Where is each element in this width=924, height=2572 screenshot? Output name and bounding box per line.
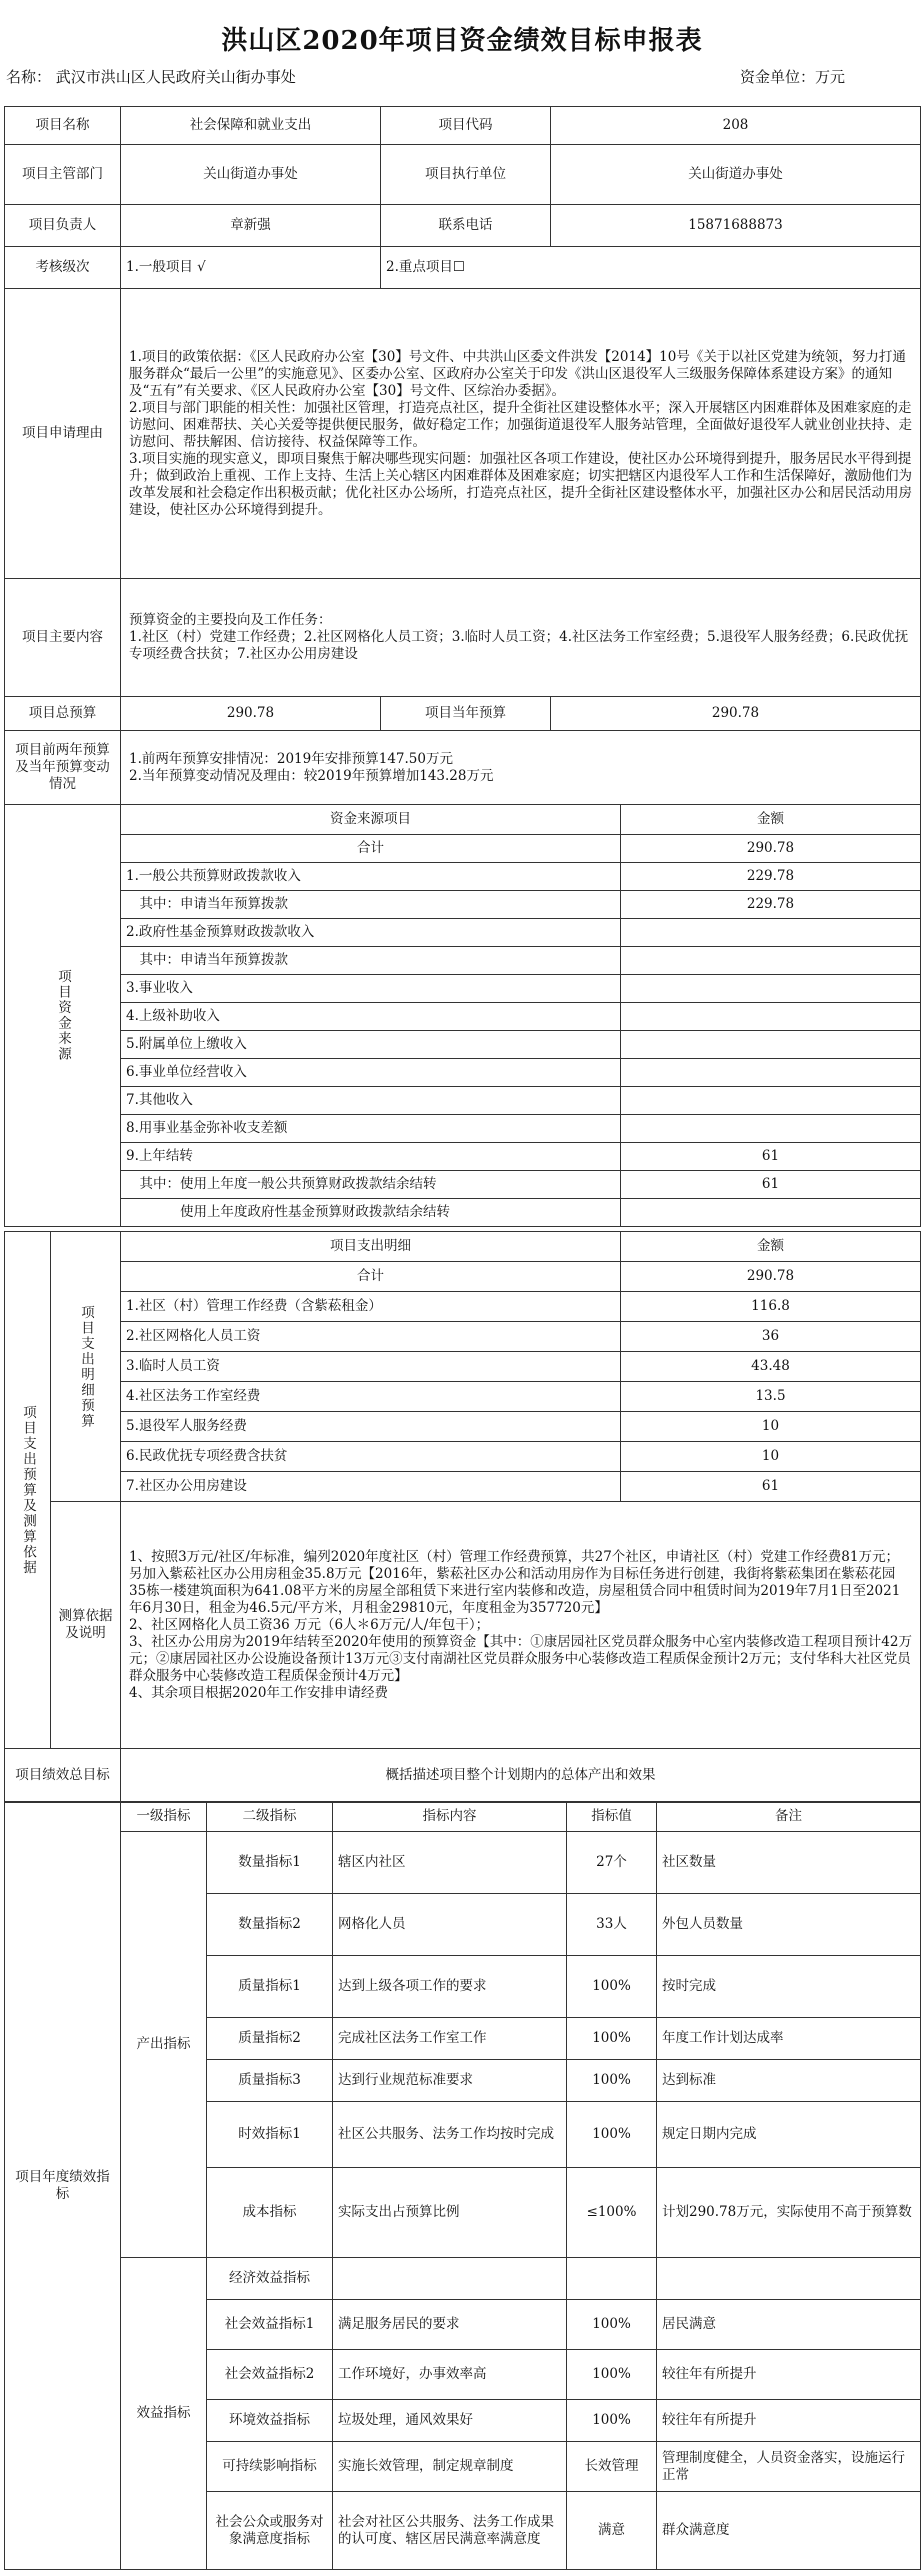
table-row — [5, 1412, 921, 1442]
basis-row — [5, 1502, 921, 1749]
table-row — [5, 1087, 921, 1115]
currency-unit: 资金单位：万元 — [740, 68, 846, 86]
indicator-col-header: 一级指标 — [121, 1802, 207, 1832]
indicator-content: 达到行业规范标准要求 — [333, 2060, 567, 2102]
table-row — [5, 1143, 921, 1171]
table-row — [5, 1292, 921, 1322]
indicator-level2: 社会效益指标2 — [207, 2350, 333, 2400]
expense-amount: 10 — [621, 1442, 921, 1472]
indicator-content — [333, 2258, 567, 2300]
expense-table — [4, 1231, 921, 1749]
source-item: 2.政府性基金预算财政拨款收入 — [121, 919, 621, 947]
project-name-label: 项目名称 — [5, 107, 121, 145]
indicator-level2: 成本指标 — [207, 2168, 333, 2258]
indicator-level2: 社会公众或服务对象满意度指标 — [207, 2492, 333, 2570]
indicator-note: 计划290.78万元，实际使用不高于预算数 — [657, 2168, 921, 2258]
source-amount: 61 — [621, 1171, 921, 1199]
indicator-content: 实施长效管理，制定规章制度 — [333, 2442, 567, 2492]
project-code-value: 208 — [551, 107, 921, 145]
expense-amount: 13.5 — [621, 1382, 921, 1412]
level-key: 2.重点项目☐ — [381, 247, 921, 289]
phone-label: 联系电话 — [381, 205, 551, 247]
goal-table — [4, 1748, 921, 1803]
expense-amount: 290.78 — [621, 1262, 921, 1292]
table-row — [5, 1442, 921, 1472]
source-item: 4.上级补助收入 — [121, 1003, 621, 1031]
table-row — [5, 835, 921, 863]
source-amount — [621, 1003, 921, 1031]
level-general: 1.一般项目 √ — [121, 247, 381, 289]
indicator-level2: 质量指标3 — [207, 2060, 333, 2102]
source-item: 使用上年度政府性基金预算财政拨款结余结转 — [121, 1199, 621, 1227]
table-row — [5, 2258, 921, 2300]
unit-value: 武汉市洪山区人民政府关山街办事处 — [55, 68, 296, 86]
project-code-label: 项目代码 — [381, 107, 551, 145]
source-amount — [621, 919, 921, 947]
indicator-col-header: 指标内容 — [333, 1802, 567, 1832]
source-item: 3.事业收入 — [121, 975, 621, 1003]
table-row — [5, 1382, 921, 1412]
project-name-value: 社会保障和就业支出 — [121, 107, 381, 145]
indicator-content: 网格化人员 — [333, 1894, 567, 1956]
expense-amount: 61 — [621, 1472, 921, 1502]
sources-col-amount: 金额 — [621, 805, 921, 835]
expense-detail-label: 项目支出明细预算 — [51, 1232, 121, 1502]
indicator-value: 100% — [567, 2102, 657, 2168]
indicator-value — [567, 2258, 657, 2300]
indicator-level2: 可持续影响指标 — [207, 2442, 333, 2492]
table-row — [5, 1472, 921, 1502]
indicator-value: 100% — [567, 2350, 657, 2400]
source-item: 合计 — [121, 835, 621, 863]
history-label: 项目前两年预算及当年预算变动情况 — [5, 731, 121, 805]
table-row — [5, 1832, 921, 1894]
goal-text: 概括描述项目整个计划期内的总体产出和效果 — [121, 1749, 921, 1803]
basis-label: 测算依据及说明 — [51, 1502, 121, 1749]
reason-text: 1.项目的政策依据：《区人民政府办公室【30】号文件、中共洪山区委文件洪发【2014】10号《关于以社区党建为统领，努力打通服务群众“最后一公里”的实施意见》、区委办公室、区政府办公室关于印发《洪山区退役军人三级服务保障体系建设方案》的通知及“五有”有关要求、《区人民政府办公室【30】号文件、区综治办委据》。 2.项目与部门职能的相关性：加强社区管理，打造亮点社区，提升全街社区建设整体水平；深入开展辖区内困难群体及困难家庭的走访慰问、困难帮扶、关心关爱等提供便民服务，做好稳定工作；加强街道退役军人服务站管理，全面做好退役军人就业创业扶持、走访慰问、帮扶解困、信访接待、权益保障等工作。 3.项目实施的现实意义，即项目聚焦于解决哪些现实问题：加强社区各项工作建设，使社区办公环境得到提升，服务居民水平得到提升；做到政治上重视、工作上支持、生活上关心辖区内困难群体及困难家庭；切实把辖区内退役军人工作和生活保障好，激励他们为改革发展和社会稳定作出积极贡献；优化社区办公场所，打造亮点社区，提升全街社区建设整体水平，加强社区办公和居民活动用房建设，使社区办公环境得到提升。 — [121, 289, 921, 579]
indicator-value: 27个 — [567, 1832, 657, 1894]
page-title: 洪山区2020年项目资金绩效目标申报表 — [221, 26, 703, 56]
indicator-level2: 环境效益指标 — [207, 2400, 333, 2442]
sources-header-row — [5, 805, 921, 835]
current-budget-value: 290.78 — [551, 697, 921, 731]
source-amount — [621, 1087, 921, 1115]
indicator-value: 100% — [567, 2060, 657, 2102]
indicator-col-header: 备注 — [657, 1802, 921, 1832]
expense-item: 6.民政优抚专项经费含扶贫 — [121, 1442, 621, 1472]
indicator-value: 长效管理 — [567, 2442, 657, 2492]
indicator-content: 完成社区法务工作室工作 — [333, 2018, 567, 2060]
table-row — [5, 1322, 921, 1352]
indicator-note: 规定日期内完成 — [657, 2102, 921, 2168]
expense-header-row — [5, 1232, 921, 1262]
table-row — [5, 1262, 921, 1292]
indicator-note: 外包人员数量 — [657, 1894, 921, 1956]
source-amount — [621, 1199, 921, 1227]
indicator-level2: 质量指标2 — [207, 2018, 333, 2060]
expense-amount: 43.48 — [621, 1352, 921, 1382]
source-item: 其中：申请当年预算拨款 — [121, 891, 621, 919]
table-row — [5, 863, 921, 891]
indicator-note: 居民满意 — [657, 2300, 921, 2350]
indicator-value: ≤100% — [567, 2168, 657, 2258]
unit-label: 名称： — [6, 68, 52, 86]
expense-item: 合计 — [121, 1262, 621, 1292]
expense-amount: 36 — [621, 1322, 921, 1352]
indicator-note: 群众满意度 — [657, 2492, 921, 2570]
indicators-label: 项目年度绩效指标 — [5, 1802, 121, 2570]
indicator-note — [657, 2258, 921, 2300]
indicator-note: 达到标准 — [657, 2060, 921, 2102]
expense-amount: 10 — [621, 1412, 921, 1442]
indicator-note: 较往年有所提升 — [657, 2350, 921, 2400]
indicator-content: 实际支出占预算比例 — [333, 2168, 567, 2258]
indicator-level2: 社会效益指标1 — [207, 2300, 333, 2350]
source-amount: 61 — [621, 1143, 921, 1171]
table-row — [5, 1115, 921, 1143]
source-item: 1.一般公共预算财政拨款收入 — [121, 863, 621, 891]
indicator-content: 达到上级各项工作的要求 — [333, 1956, 567, 2018]
table-row — [5, 1199, 921, 1227]
indicator-value: 100% — [567, 1956, 657, 2018]
source-amount — [621, 1115, 921, 1143]
expense-item: 4.社区法务工作室经费 — [121, 1382, 621, 1412]
indicator-content: 垃圾处理，通风效果好 — [333, 2400, 567, 2442]
source-amount — [621, 1031, 921, 1059]
indicator-note: 按时完成 — [657, 1956, 921, 2018]
total-budget-value: 290.78 — [121, 697, 381, 731]
sources-col-item: 资金来源项目 — [121, 805, 621, 835]
leader-value: 章新强 — [121, 205, 381, 247]
indicator-note: 社区数量 — [657, 1832, 921, 1894]
basic-info-table — [4, 106, 921, 805]
expense-amount: 116.8 — [621, 1292, 921, 1322]
indicator-note: 年度工作计划达成率 — [657, 2018, 921, 2060]
expense-col-item: 项目支出明细 — [121, 1232, 621, 1262]
exec-unit-label: 项目执行单位 — [381, 145, 551, 205]
table-row — [5, 919, 921, 947]
indicator-level2: 数量指标2 — [207, 1894, 333, 1956]
expense-item: 1.社区（村）管理工作经费（含紫菘租金） — [121, 1292, 621, 1322]
indicator-value: 100% — [567, 2300, 657, 2350]
indicator-level2: 时效指标1 — [207, 2102, 333, 2168]
source-item: 5.附属单位上缴收入 — [121, 1031, 621, 1059]
indicator-level2: 数量指标1 — [207, 1832, 333, 1894]
total-budget-label: 项目总预算 — [5, 697, 121, 731]
indicator-group: 效益指标 — [121, 2258, 207, 2570]
indicator-content: 工作环境好，办事效率高 — [333, 2350, 567, 2400]
expense-item: 2.社区网格化人员工资 — [121, 1322, 621, 1352]
expense-outer-label: 项目支出预算及测算依据 — [5, 1232, 51, 1749]
indicator-level2: 质量指标1 — [207, 1956, 333, 2018]
source-amount — [621, 975, 921, 1003]
content-text: 预算资金的主要投向及工作任务： 1.社区（村）党建工作经费；2.社区网格化人员工资；3.临时人员工资；4.社区法务工作室经费；5.退役军人服务经费；6.民政优抚专项经费含扶贫；7.社区办公用房建设 — [121, 579, 921, 697]
table-row — [5, 1059, 921, 1087]
table-row — [5, 1352, 921, 1382]
expense-item: 7.社区办公用房建设 — [121, 1472, 621, 1502]
table-row — [5, 891, 921, 919]
source-item: 8.用事业基金弥补收支差额 — [121, 1115, 621, 1143]
leader-label: 项目负责人 — [5, 205, 121, 247]
indicator-group: 产出指标 — [121, 1832, 207, 2258]
basis-text: 1、按照3万元/社区/年标准，编列2020年度社区（村）管理工作经费预算，共27个社区，申请社区（村）党建工作经费81万元；另加入紫菘社区办公用房租金35.8万元【2016年，紫菘社区办公和活动用房作为目标任务进行创建，我街将紫菘集团在紫菘花园35栋一楼建筑面积为641.08平方米的房屋全部租赁下来进行室内装修和改造，房屋租赁合同中租赁时间为2019年7月1日至2021年6月30日，租金为46.5元/平方米，月租金29810元，年度租金为357720元】 2、社区网格化人员工资36 万元（6人＊6万元/人/年包干）； 3、社区办公用房为2019年结转至2020年使用的预算资金【其中：①康居园社区党员群众服务中心室内装修改造工程项目预计42万元；②康居园社区办公设施设备预计13万元③支付南湖社区党员群众服务中心装修改造工程质保金预计2万元；支付华科大社区党员群众服务中心装修改造工程质保金预计4万元】 4、其余项目根据2020年工作安排申请经费 — [121, 1502, 921, 1749]
sources-label: 项目资金来源 — [5, 805, 121, 1227]
dept-value: 关山街道办事处 — [121, 145, 381, 205]
source-item: 其中：使用上年度一般公共预算财政拨款结余结转 — [121, 1171, 621, 1199]
level-label: 考核级次 — [5, 247, 121, 289]
table-row — [5, 1003, 921, 1031]
funding-sources-table — [4, 804, 921, 1227]
indicator-note: 较往年有所提升 — [657, 2400, 921, 2442]
history-text: 1.前两年预算安排情况：2019年安排预算147.50万元 2.当年预算变动情况及理由：较2019年预算增加143.28万元 — [121, 731, 921, 805]
indicators-table — [4, 1801, 921, 2570]
indicator-value: 100% — [567, 2018, 657, 2060]
indicator-value: 33人 — [567, 1894, 657, 1956]
table-row — [5, 947, 921, 975]
source-amount — [621, 947, 921, 975]
source-item: 其中：申请当年预算拨款 — [121, 947, 621, 975]
expense-item: 3.临时人员工资 — [121, 1352, 621, 1382]
table-row — [5, 975, 921, 1003]
reason-label: 项目申请理由 — [5, 289, 121, 579]
indicator-value: 满意 — [567, 2492, 657, 2570]
indicator-content: 辖区内社区 — [333, 1832, 567, 1894]
exec-unit-value: 关山街道办事处 — [551, 145, 921, 205]
goal-label: 项目绩效总目标 — [5, 1749, 121, 1803]
expense-col-amount: 金额 — [621, 1232, 921, 1262]
source-amount: 229.78 — [621, 863, 921, 891]
indicator-content: 满足服务居民的要求 — [333, 2300, 567, 2350]
source-item: 6.事业单位经营收入 — [121, 1059, 621, 1087]
indicator-value: 100% — [567, 2400, 657, 2442]
source-amount — [621, 1059, 921, 1087]
expense-item: 5.退役军人服务经费 — [121, 1412, 621, 1442]
indicator-note: 管理制度健全，人员资金落实，设施运行正常 — [657, 2442, 921, 2492]
unit-line — [6, 66, 296, 87]
source-item: 7.其他收入 — [121, 1087, 621, 1115]
table-row — [5, 1031, 921, 1059]
indicator-header-row — [5, 1802, 921, 1832]
source-amount: 290.78 — [621, 835, 921, 863]
source-amount: 229.78 — [621, 891, 921, 919]
table-row — [5, 1171, 921, 1199]
current-budget-label: 项目当年预算 — [381, 697, 551, 731]
indicator-col-header: 二级指标 — [207, 1802, 333, 1832]
indicator-level2: 经济效益指标 — [207, 2258, 333, 2300]
dept-label: 项目主管部门 — [5, 145, 121, 205]
indicator-content: 社会对社区公共服务、法务工作成果的认可度、辖区居民满意率满意度 — [333, 2492, 567, 2570]
indicator-content: 社区公共服务、法务工作均按时完成 — [333, 2102, 567, 2168]
indicator-col-header: 指标值 — [567, 1802, 657, 1832]
content-label: 项目主要内容 — [5, 579, 121, 697]
phone-value: 15871688873 — [551, 205, 921, 247]
source-item: 9.上年结转 — [121, 1143, 621, 1171]
